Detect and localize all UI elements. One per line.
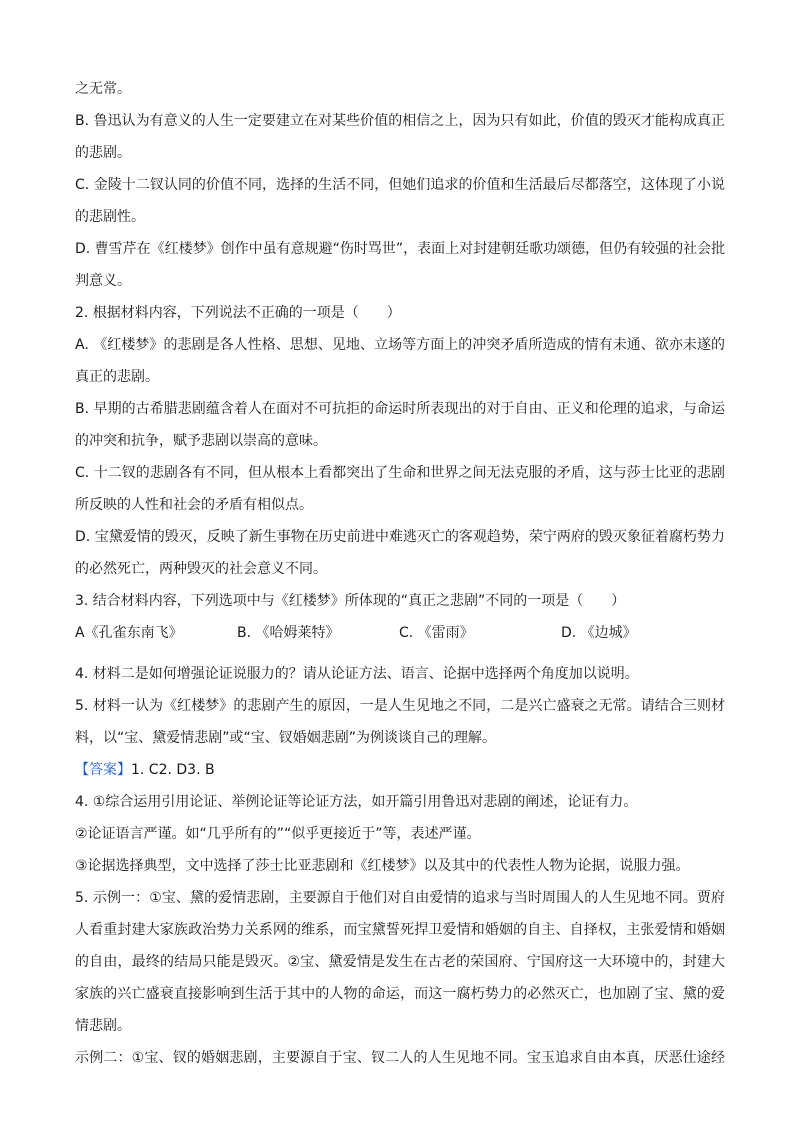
q2-option-a-line-1: A. 《红楼梦》的悲剧是各人性格、思想、见地、立场等方面上的冲突矛盾所造成的情有未通、欲亦未遂的 — [75, 337, 725, 353]
answer-4-point-2: ②论证语言严谨。如“几乎所有的”“似乎更接近于”等，表述严谨。 — [75, 826, 481, 842]
option-d-line-2: 判意义。 — [75, 273, 131, 289]
option-b-line-2: 的悲剧。 — [75, 145, 131, 161]
option-d-line-1: D. 曹雪芹在《红楼梦》创作中虽有意规避“伤时骂世”，表面上对封建朝廷歌功颂德，但仍有较强的社会批 — [75, 241, 725, 257]
text-line: 之无常。 — [75, 81, 131, 97]
q2-option-c-line-1: C. 十二钗的悲剧各有不同，但从根本上看都突出了生命和世界之间无法克服的矛盾，这与莎士比亚的悲剧 — [75, 465, 725, 481]
answer-5-example-2-line-1: 示例二：①宝、钗的婚姻悲剧，主要源自于宝、钗二人的人生见地不同。宝玉追求自由本真，厌恶仕途经 — [75, 1050, 725, 1066]
option-b-line-1: B. 鲁迅认为有意义的人生一定要建立在对某些价值的相信之上，因为只有如此，价值的毁灭才能构成真正 — [75, 113, 725, 129]
q3-options — [75, 622, 725, 645]
q3-option-b: B. 《哈姆莱特》 — [237, 625, 340, 641]
answer-tag: 【答案】 — [75, 762, 131, 778]
q2-option-a-line-2: 真正的悲剧。 — [75, 369, 159, 385]
question-3: 3. 结合材料内容，下列选项中与《红楼梦》所体现的“真正之悲剧”不同的一项是（ ） — [75, 593, 626, 609]
option-c-line-1: C. 金陵十二钗认同的价值不同，选择的生活不同，但她们追求的价值和生活最后尽都落空，这体现了小说 — [75, 177, 725, 193]
document-page — [75, 78, 725, 1070]
q3-option-a: A《孔雀东南飞》 — [75, 625, 183, 641]
answer-5-line-5: 情悲剧。 — [75, 1018, 131, 1034]
q2-option-c-line-2: 所反映的人性和社会的矛盾有相似点。 — [75, 497, 313, 513]
answer-5-line-1: 5. 示例一：①宝、黛的爱情悲剧，主要源自于他们对自由爱情的追求与当时周围人的人生见地不同。贾府 — [75, 890, 725, 906]
question-4: 4. 材料二是如何增强论证说服力的？请从论证方法、语言、论据中选择两个角度加以说明。 — [75, 666, 639, 682]
answer-line — [75, 759, 725, 782]
answer-4-point-3: ③论据选择典型，文中选择了莎士比亚悲剧和《红楼梦》以及其中的代表性人物为论据，说服力强。 — [75, 858, 690, 874]
answer-5-line-2: 人看重封建大家族政治势力关系网的维系，而宝黛誓死捍卫爱情和婚姻的自主、自择权，主张爱情和婚姻 — [75, 922, 725, 938]
option-c-line-2: 的悲剧性。 — [75, 209, 145, 225]
answer-5-line-4: 家族的兴亡盛衰直接影响到生活于其中的人物的命运，而这一腐朽势力的必然灭亡，也加剧了宝、黛的爱 — [75, 986, 725, 1002]
q3-option-d: D. 《边城》 — [561, 625, 637, 641]
q2-option-b-line-2: 的冲突和抗争，赋予悲剧以崇高的意味。 — [75, 433, 327, 449]
question-2: 2. 根据材料内容，下列说法不正确的一项是（ ） — [75, 305, 401, 321]
q2-option-d-line-1: D. 宝黛爱情的毁灭，反映了新生事物在历史前进中难逃灭亡的客观趋势，荣宁两府的毁灭象征着腐朽势力 — [75, 529, 725, 545]
question-5-line-2: 料，以“宝、黛爱情悲剧”或“宝、钗婚姻悲剧”为例谈谈自己的理解。 — [75, 730, 497, 746]
q2-option-d-line-2: 的必然死亡，两种毁灭的社会意义不同。 — [75, 561, 327, 577]
answer-text: 1. C2. D3. B — [131, 762, 215, 778]
question-5-line-1: 5. 材料一认为《红楼梦》的悲剧产生的原因，一是人生见地之不同，二是兴亡盛衰之无常。请结合三则材 — [75, 698, 725, 714]
answer-5-line-3: 的自由，最终的结局只能是毁灭。②宝、黛爱情是发生在古老的荣国府、宁国府这一大环境中的，封建大 — [75, 954, 725, 970]
answer-4-point-1: 4. ①综合运用引用论证、举例论证等论证方法，如开篇引用鲁迅对悲剧的阐述，论证有力。 — [75, 794, 638, 810]
q2-option-b-line-1: B. 早期的古希腊悲剧蕴含着人在面对不可抗拒的命运时所表现出的对于自由、正义和伦理的追求，与命运 — [75, 401, 725, 417]
q3-option-c: C. 《雷雨》 — [399, 625, 474, 641]
